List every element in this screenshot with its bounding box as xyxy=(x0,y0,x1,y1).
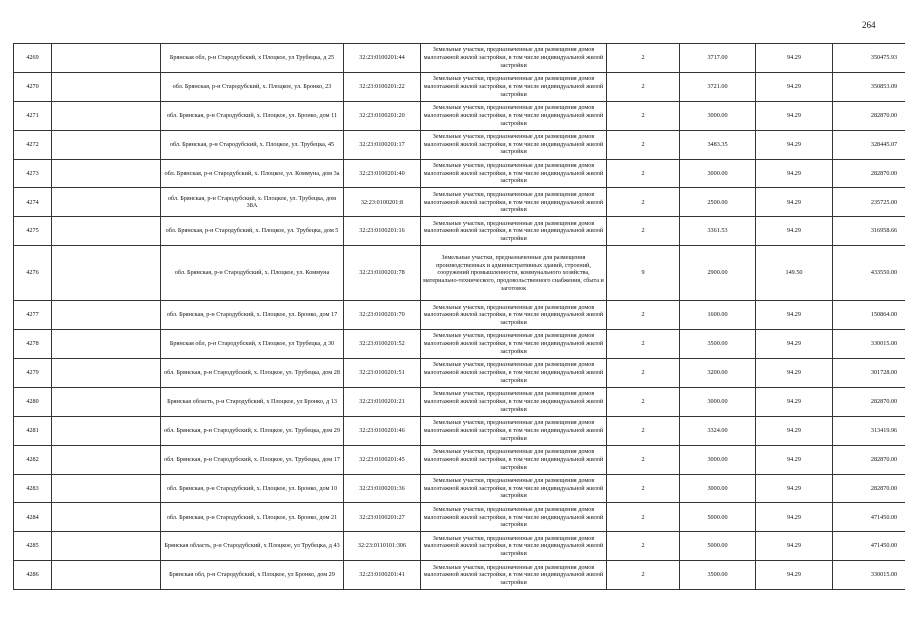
cadastral-number-cell: 32:23:0100201:22 xyxy=(344,72,421,101)
row-number-cell: 4278 xyxy=(14,330,52,359)
land-use-cell: Земельные участки, предназначенные для размещения домов малоэтажной жилой застройки, в том числе индивидуальной жилой застройки xyxy=(421,217,607,246)
row-number-cell: 4279 xyxy=(14,359,52,388)
specific-value-cell: 149.50 xyxy=(756,246,833,301)
cadastral-number-cell: 32:23:0100201:70 xyxy=(344,301,421,330)
table-row xyxy=(14,561,905,590)
specific-value-cell: 94.29 xyxy=(756,159,833,188)
group-number-cell: 2 xyxy=(607,503,680,532)
land-use-cell: Земельные участки, предназначенные для размещения домов малоэтажной жилой застройки, в том числе индивидуальной жилой застройки xyxy=(421,130,607,159)
cadastral-value-cell: 433550.00 xyxy=(833,246,905,301)
row-number-cell: 4274 xyxy=(14,188,52,217)
specific-value-cell: 94.29 xyxy=(756,445,833,474)
cadastral-number-cell: 32:23:0100201:46 xyxy=(344,416,421,445)
land-use-cell: Земельные участки, предназначенные для размещения домов малоэтажной жилой застройки, в том числе индивидуальной жилой застройки xyxy=(421,72,607,101)
specific-value-cell: 94.29 xyxy=(756,72,833,101)
land-use-cell: Земельные участки, предназначенные для размещения производственных и административных зданий, строений, сооружений промышленности, коммунального хозяйства, материально-технического, продовольственного снабжения, сбыта и заготовок xyxy=(421,246,607,301)
area-cell: 3000.00 xyxy=(680,474,756,503)
cadastral-value-cell: 282870.00 xyxy=(833,101,905,130)
group-number-cell: 2 xyxy=(607,72,680,101)
row-number-cell: 4270 xyxy=(14,72,52,101)
land-use-cell: Земельные участки, предназначенные для размещения домов малоэтажной жилой застройки, в том числе индивидуальной жилой застройки xyxy=(421,101,607,130)
cadastral-number-cell: 32:23:0100201:8 xyxy=(344,188,421,217)
address-cell: обл. Брянская, р-н Стародубский, х. Плоцкое, ул. Коммуна, дом 3а xyxy=(161,159,344,188)
specific-value-cell: 94.29 xyxy=(756,101,833,130)
area-cell: 3721.00 xyxy=(680,72,756,101)
empty-cell xyxy=(52,359,161,388)
specific-value-cell: 94.29 xyxy=(756,387,833,416)
cadastral-number-cell: 32:23:0100201:44 xyxy=(344,44,421,73)
group-number-cell: 2 xyxy=(607,387,680,416)
address-cell: обл. Брянская, р-н Стародубский, х. Плоцкое, ул. Бронко, 23 xyxy=(161,72,344,101)
table-row xyxy=(14,246,905,301)
empty-cell xyxy=(52,503,161,532)
address-cell: обл. Брянская, р-н Стародубский, х. Плоцкое, ул. Бронко, дом 17 xyxy=(161,301,344,330)
group-number-cell: 2 xyxy=(607,416,680,445)
row-number-cell: 4273 xyxy=(14,159,52,188)
address-cell: обл. Брянская, р-н Стародубский, х. Плоцкое, ул. Трубецка, дом 38А xyxy=(161,188,344,217)
group-number-cell: 2 xyxy=(607,561,680,590)
area-cell: 3324.00 xyxy=(680,416,756,445)
table-row xyxy=(14,503,905,532)
address-cell: обл. Брянская, р-н Стародубский, х. Плоцкое, ул. Трубецка, 45 xyxy=(161,130,344,159)
group-number-cell: 2 xyxy=(607,532,680,561)
address-cell: Брянская обл, р-н Стародубский, х Плоцкое, ул Бронко, дом 29 xyxy=(161,561,344,590)
cadastral-number-cell: 32:23:0100201:78 xyxy=(344,246,421,301)
land-use-cell: Земельные участки, предназначенные для размещения домов малоэтажной жилой застройки, в том числе индивидуальной жилой застройки xyxy=(421,416,607,445)
cadastral-number-cell: 32:23:0100201:41 xyxy=(344,561,421,590)
cadastral-number-cell: 32:23:0100201:21 xyxy=(344,387,421,416)
empty-cell xyxy=(52,387,161,416)
land-use-cell: Земельные участки, предназначенные для размещения домов малоэтажной жилой застройки, в том числе индивидуальной жилой застройки xyxy=(421,474,607,503)
row-number-cell: 4272 xyxy=(14,130,52,159)
area-cell: 2900.00 xyxy=(680,246,756,301)
land-use-cell: Земельные участки, предназначенные для размещения домов малоэтажной жилой застройки, в том числе индивидуальной жилой застройки xyxy=(421,330,607,359)
specific-value-cell: 94.29 xyxy=(756,503,833,532)
land-use-cell: Земельные участки, предназначенные для размещения домов малоэтажной жилой застройки, в том числе индивидуальной жилой застройки xyxy=(421,445,607,474)
cadastral-value-cell: 316958.66 xyxy=(833,217,905,246)
empty-cell xyxy=(52,474,161,503)
group-number-cell: 2 xyxy=(607,301,680,330)
land-use-cell: Земельные участки, предназначенные для размещения домов малоэтажной жилой застройки, в том числе индивидуальной жилой застройки xyxy=(421,387,607,416)
address-cell: обл. Брянская, р-н Стародубский, х. Плоцкое, ул. Бронко, дом 21 xyxy=(161,503,344,532)
address-cell: обл. Брянская, р-н Стародубский, х. Плоцкое, ул. Коммуна xyxy=(161,246,344,301)
page-number: 264 xyxy=(862,20,876,30)
address-cell: обл. Брянская, р-н Стародубский, х. Плоцкое, ул. Трубецка, дом 17 xyxy=(161,445,344,474)
table-row xyxy=(14,44,905,73)
area-cell: 3000.00 xyxy=(680,387,756,416)
group-number-cell: 2 xyxy=(607,217,680,246)
table-row xyxy=(14,159,905,188)
table-row xyxy=(14,474,905,503)
area-cell: 3000.00 xyxy=(680,445,756,474)
land-plots-table xyxy=(13,43,905,590)
empty-cell xyxy=(52,188,161,217)
cadastral-number-cell: 32:23:0100201:51 xyxy=(344,359,421,388)
address-cell: Брянская обл, р-н Стародубский, х Плоцкое, ул Трубецка, д 25 xyxy=(161,44,344,73)
cadastral-value-cell: 350853.09 xyxy=(833,72,905,101)
land-use-cell: Земельные участки, предназначенные для размещения домов малоэтажной жилой застройки, в том числе индивидуальной жилой застройки xyxy=(421,503,607,532)
group-number-cell: 2 xyxy=(607,445,680,474)
group-number-cell: 2 xyxy=(607,44,680,73)
specific-value-cell: 94.29 xyxy=(756,188,833,217)
row-number-cell: 4286 xyxy=(14,561,52,590)
cadastral-number-cell: 32:23:0110101:306 xyxy=(344,532,421,561)
row-number-cell: 4281 xyxy=(14,416,52,445)
cadastral-value-cell: 330015.00 xyxy=(833,561,905,590)
row-number-cell: 4269 xyxy=(14,44,52,73)
cadastral-number-cell: 32:23:0100201:20 xyxy=(344,101,421,130)
empty-cell xyxy=(52,217,161,246)
specific-value-cell: 94.29 xyxy=(756,416,833,445)
area-cell: 3500.00 xyxy=(680,330,756,359)
area-cell: 3000.00 xyxy=(680,101,756,130)
cadastral-number-cell: 32:23:0100201:16 xyxy=(344,217,421,246)
table-row xyxy=(14,330,905,359)
empty-cell xyxy=(52,159,161,188)
specific-value-cell: 94.29 xyxy=(756,561,833,590)
address-cell: обл. Брянская, р-н Стародубский, х. Плоцкое, ул. Трубецка, дом 5 xyxy=(161,217,344,246)
cadastral-value-cell: 301728.00 xyxy=(833,359,905,388)
address-cell: обл. Брянская, р-н Стародубский, х. Плоцкое, ул. Трубецка, дом 29 xyxy=(161,416,344,445)
cadastral-value-cell: 330015.00 xyxy=(833,330,905,359)
row-number-cell: 4285 xyxy=(14,532,52,561)
empty-cell xyxy=(52,246,161,301)
area-cell: 3483.35 xyxy=(680,130,756,159)
row-number-cell: 4283 xyxy=(14,474,52,503)
group-number-cell: 2 xyxy=(607,188,680,217)
row-number-cell: 4271 xyxy=(14,101,52,130)
group-number-cell: 2 xyxy=(607,101,680,130)
table-row xyxy=(14,301,905,330)
specific-value-cell: 94.29 xyxy=(756,44,833,73)
empty-cell xyxy=(52,301,161,330)
cadastral-value-cell: 328445.07 xyxy=(833,130,905,159)
group-number-cell: 2 xyxy=(607,474,680,503)
empty-cell xyxy=(52,130,161,159)
land-use-cell: Земельные участки, предназначенные для размещения домов малоэтажной жилой застройки, в том числе индивидуальной жилой застройки xyxy=(421,188,607,217)
specific-value-cell: 94.29 xyxy=(756,532,833,561)
cadastral-value-cell: 282870.00 xyxy=(833,387,905,416)
empty-cell xyxy=(52,416,161,445)
cadastral-value-cell: 235725.00 xyxy=(833,188,905,217)
cadastral-number-cell: 32:23:0100201:45 xyxy=(344,445,421,474)
cadastral-value-cell: 282870.00 xyxy=(833,474,905,503)
cadastral-value-cell: 471450.00 xyxy=(833,532,905,561)
empty-cell xyxy=(52,445,161,474)
cadastral-value-cell: 471450.00 xyxy=(833,503,905,532)
land-use-cell: Земельные участки, предназначенные для размещения домов малоэтажной жилой застройки, в том числе индивидуальной жилой застройки xyxy=(421,359,607,388)
specific-value-cell: 94.29 xyxy=(756,474,833,503)
group-number-cell: 2 xyxy=(607,330,680,359)
address-cell: обл. Брянская, р-н Стародубский, х. Плоцкое, ул. Бронко, дом 11 xyxy=(161,101,344,130)
area-cell: 5000.00 xyxy=(680,503,756,532)
row-number-cell: 4280 xyxy=(14,387,52,416)
land-use-cell: Земельные участки, предназначенные для размещения домов малоэтажной жилой застройки, в том числе индивидуальной жилой застройки xyxy=(421,532,607,561)
cadastral-number-cell: 32:23:0100201:52 xyxy=(344,330,421,359)
land-use-cell: Земельные участки, предназначенные для размещения домов малоэтажной жилой застройки, в том числе индивидуальной жилой застройки xyxy=(421,561,607,590)
table-row xyxy=(14,532,905,561)
address-cell: обл. Брянская, р-н Стародубский, х. Плоцкое, ул. Бронко, дом 10 xyxy=(161,474,344,503)
area-cell: 3717.00 xyxy=(680,44,756,73)
table-row xyxy=(14,72,905,101)
empty-cell xyxy=(52,330,161,359)
cadastral-value-cell: 313419.96 xyxy=(833,416,905,445)
row-number-cell: 4275 xyxy=(14,217,52,246)
area-cell: 2500.00 xyxy=(680,188,756,217)
area-cell: 5000.00 xyxy=(680,532,756,561)
address-cell: обл. Брянская, р-н Стародубский, х. Плоцкое, ул. Трубецка, дом 28 xyxy=(161,359,344,388)
address-cell: Брянская обл, р-н Стародубский, х Плоцкое, ул Трубецка, д 30 xyxy=(161,330,344,359)
empty-cell xyxy=(52,44,161,73)
table-row xyxy=(14,416,905,445)
cadastral-value-cell: 282870.00 xyxy=(833,445,905,474)
table-row xyxy=(14,387,905,416)
specific-value-cell: 94.29 xyxy=(756,330,833,359)
row-number-cell: 4277 xyxy=(14,301,52,330)
table-row xyxy=(14,101,905,130)
area-cell: 1600.00 xyxy=(680,301,756,330)
row-number-cell: 4276 xyxy=(14,246,52,301)
group-number-cell: 2 xyxy=(607,159,680,188)
empty-cell xyxy=(52,532,161,561)
cadastral-number-cell: 32:23:0100201:36 xyxy=(344,474,421,503)
address-cell: Брянская область, р-н Стародубский, х Плоцкое, ул Трубецка, д 43 xyxy=(161,532,344,561)
cadastral-number-cell: 32:23:0100201:40 xyxy=(344,159,421,188)
table-body xyxy=(14,44,905,590)
area-cell: 3000.00 xyxy=(680,159,756,188)
area-cell: 3361.53 xyxy=(680,217,756,246)
specific-value-cell: 94.29 xyxy=(756,359,833,388)
cadastral-number-cell: 32:23:0100201:27 xyxy=(344,503,421,532)
land-use-cell: Земельные участки, предназначенные для размещения домов малоэтажной жилой застройки, в том числе индивидуальной жилой застройки xyxy=(421,159,607,188)
specific-value-cell: 94.29 xyxy=(756,301,833,330)
empty-cell xyxy=(52,101,161,130)
specific-value-cell: 94.29 xyxy=(756,217,833,246)
table-row xyxy=(14,445,905,474)
specific-value-cell: 94.29 xyxy=(756,130,833,159)
cadastral-value-cell: 282870.00 xyxy=(833,159,905,188)
address-cell: Брянская область, р-н Стародубский, х Плоцкое, ул Бронко, д 13 xyxy=(161,387,344,416)
land-use-cell: Земельные участки, предназначенные для размещения домов малоэтажной жилой застройки, в том числе индивидуальной жилой застройки xyxy=(421,44,607,73)
row-number-cell: 4284 xyxy=(14,503,52,532)
area-cell: 3200.00 xyxy=(680,359,756,388)
table-row xyxy=(14,359,905,388)
empty-cell xyxy=(52,561,161,590)
area-cell: 3500.00 xyxy=(680,561,756,590)
land-use-cell: Земельные участки, предназначенные для размещения домов малоэтажной жилой застройки, в том числе индивидуальной жилой застройки xyxy=(421,301,607,330)
group-number-cell: 9 xyxy=(607,246,680,301)
row-number-cell: 4282 xyxy=(14,445,52,474)
group-number-cell: 2 xyxy=(607,359,680,388)
cadastral-value-cell: 350475.93 xyxy=(833,44,905,73)
table-row xyxy=(14,130,905,159)
table-row xyxy=(14,188,905,217)
group-number-cell: 2 xyxy=(607,130,680,159)
empty-cell xyxy=(52,72,161,101)
cadastral-number-cell: 32:23:0100201:17 xyxy=(344,130,421,159)
cadastral-value-cell: 150864.00 xyxy=(833,301,905,330)
table-row xyxy=(14,217,905,246)
